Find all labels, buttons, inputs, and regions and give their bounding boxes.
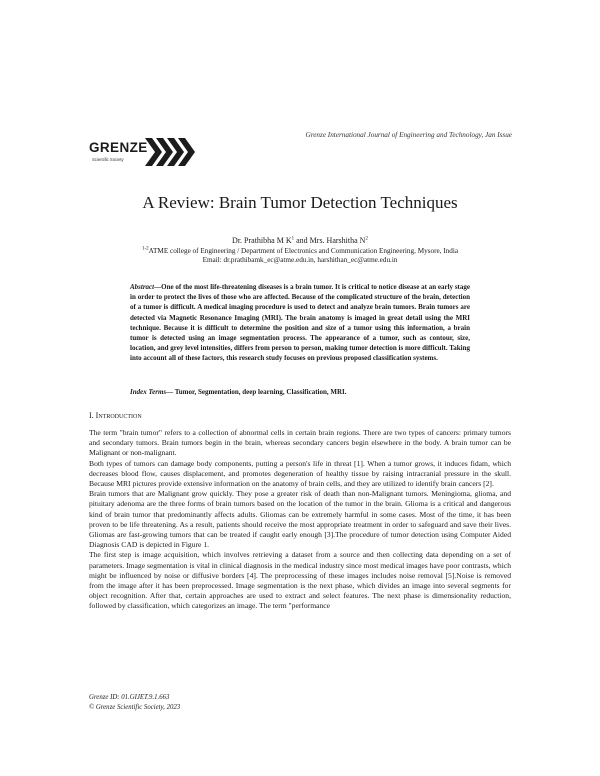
body-text [89,428,511,612]
author-1: Dr. Prathibha M K [232,236,292,245]
affiliation-sup: 1-2 [141,246,149,252]
author-2-sup: 2 [365,236,368,242]
index-terms-label: Index Terms [130,388,167,396]
logo-subtitle: Scientific Society [92,157,124,162]
journal-header: Grenze International Journal of Engineering and Technology, Jan Issue [305,131,512,139]
copyright: © Grenze Scientific Society, 2023 [89,703,181,711]
affiliation [0,247,600,255]
chevron-arrows-icon [145,136,195,168]
paragraph: The first step is image acquisition, which involves retrieving a dataset from a source and then collecting data depending on a set of parameters. Image segmentation is vital in clinical diagnosis in the medical industry since most medical images have poor contrasts, which might be influenced by noise or diffusive borders [4]. The preprocessing of these images includes noise removal [5].Noise is removed from the image after it has been preprocessed. Image segmentation is the next phase, which divides an image into several segments for object recognition. After that, certain approaches are used to extract and select features. The next phase is dimensionality reduction, followed by classification, which categorizes an image. The term "performance [89,550,511,611]
author-line [0,236,600,245]
index-terms-text: — Tumor, Segmentation, deep learning, Classification, MRI. [166,388,347,396]
paragraph: Brain tumors that are Malignant grow quickly. They pose a greater risk of death than non-Malignant tumors. Meningioma, glioma, and pituitary adenoma are the three forms of brain tumors based on the location of the tumor in the brain. Glioma is a critical and dangerous kind of brain tumor that predominantly affects adults. Gliomas can be extremely harmful in some cases. Most of the time, it has been proven to be life threatening. As a result, patients should receive the most appropriate treatment in order to safeguard and save their lives. Gliomas are fast-growing tumors that can be treated if caught early enough [3].The procedure of tumor detection using Computer Aided Diagnosis CAD is depicted in Figure 1. [89,489,511,550]
paragraph: Both types of tumors can damage body components, putting a person's life in threat [1]. When a tumor grows, it induces fidam, which decreases blood flow, causes displacement, and promotes degeneration of healthy tissue by raising intracranial pressure in the skull. Because MRI pictures provide extensive information on the anatomy of brain cells, and they are utilized to identify brain cancers [2]. [89,458,511,489]
author-1-sup: 1 [291,236,295,242]
author-2: and Mrs. Harshitha N [294,236,366,245]
email-line: Email: dr.prathibamk_ec@atme.edu.in, harshithan_ec@atme.edu.in [202,256,398,264]
grenze-id: Grenze ID: 01.GIJET.9.1.663 [89,694,170,701]
index-terms [130,388,470,396]
abstract [130,282,470,364]
paragraph: The term "brain tumor" refers to a collection of abnormal cells in certain brain regions. There are two types of cancers: primary tumors and secondary tumors. Brain tumors begin in the brain, whereas secondary cancers begin elsewhere in the body. A brain tumor can be Malignant or non-malignant. [89,428,511,458]
grenze-logo [89,136,199,170]
abstract-text: —One of the most life-threatening diseases is a brain tumor. It is critical to notice disease at an early stage in order to protect the lives of those who are affected. Because of the complicated structure of the brain, detection of a tumor is difficult. A medical imaging procedure is used to detect and analyze brain tumors. Brain tumors are detected via Magnetic Resonance Imaging (MRI). The brain anatomy is imaged in great detail using the MRI technique. Because it is difficult to determine the position and size of a tumor using this information, a brain tumor is detected using an image segmentation process. The appearance of a tumor, such as contour, size, location, and grey level intensities, differs from person to person, making tumor detection is more difficult. Taking into account all of these factors, this research study focuses on previous proposed classification systems. [130,283,470,363]
affiliation-text: ATME college of Engineering / Department of Electronics and Communication Engineering, Mysore, India [148,247,459,255]
logo-wordmark: GRENZE [89,140,148,155]
paper-title: A Review: Brain Tumor Detection Techniques [142,193,458,212]
section-heading: I. Introduction [89,411,142,420]
abstract-label: Abstract [130,283,155,291]
page-footer [89,693,180,712]
